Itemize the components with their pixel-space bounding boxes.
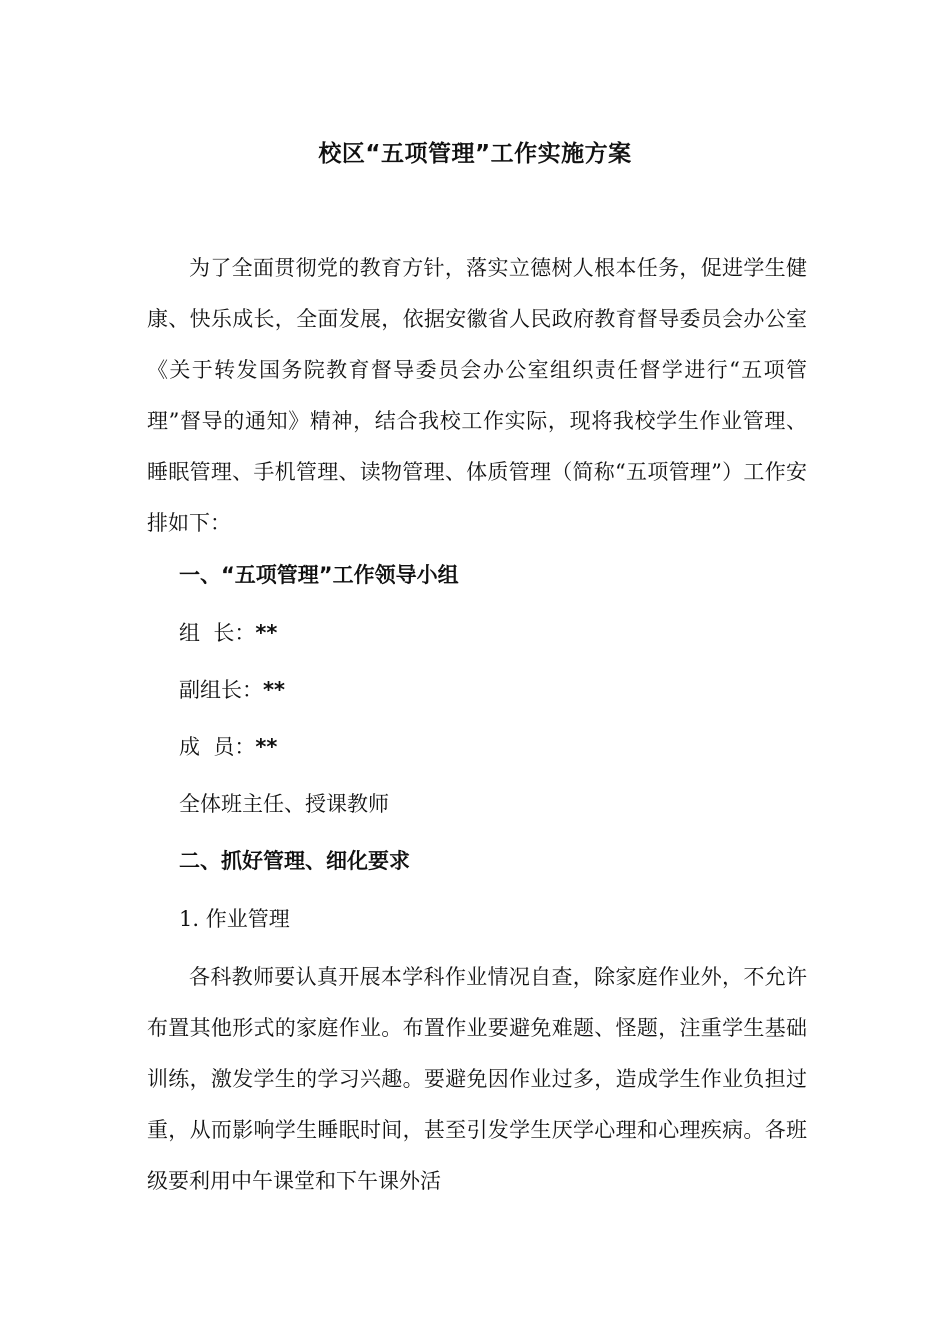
subsection1-title: 1. 作业管理 <box>179 907 290 931</box>
member-value: ** <box>255 735 278 759</box>
all-staff-line: 全体班主任、授课教师 <box>179 792 389 816</box>
homework-paragraph: 各科教师要认真开展本学科作业情况自查，除家庭作业外，不允许布置其他形式的家庭作业。布置作业要避免难题、怪题，注重学生基础训练，激发学生的学习兴趣。要避免因作业过多，造成学生作业负担过重，从而影响学生睡眠时间，甚至引发学生厌学心理和心理疾病。各班级要利用中午课堂和下午课外活 <box>147 965 807 1193</box>
deputy-value: ** <box>263 678 285 702</box>
intro-section <box>147 243 807 549</box>
homework-section <box>147 952 807 1207</box>
leader-line <box>179 618 277 648</box>
member-line <box>179 732 277 762</box>
leader-value: ** <box>255 621 278 645</box>
deputy-label: 副组长： <box>179 678 263 702</box>
intro-paragraph: 为了全面贯彻党的教育方针，落实立德树人根本任务，促进学生健康、快乐成长，全面发展，依据安徽省人民政府教育督导委员会办公室《关于转发国务院教育督导委员会办公室组织责任督学进行“五项管理”督导的通知》精神，结合我校工作实际，现将我校学生作业管理、睡眠管理、手机管理、读物管理、体质管理（简称“五项管理”）工作安排如下： <box>147 256 807 535</box>
leader-label: 组 长： <box>179 621 256 645</box>
deputy-line <box>179 675 285 705</box>
document-title: 校区“五项管理”工作实施方案 <box>318 141 632 167</box>
section1-heading: 一、“五项管理”工作领导小组 <box>179 563 459 587</box>
section2-heading: 二、抓好管理、细化要求 <box>179 849 410 873</box>
member-label: 成 员： <box>179 735 256 759</box>
